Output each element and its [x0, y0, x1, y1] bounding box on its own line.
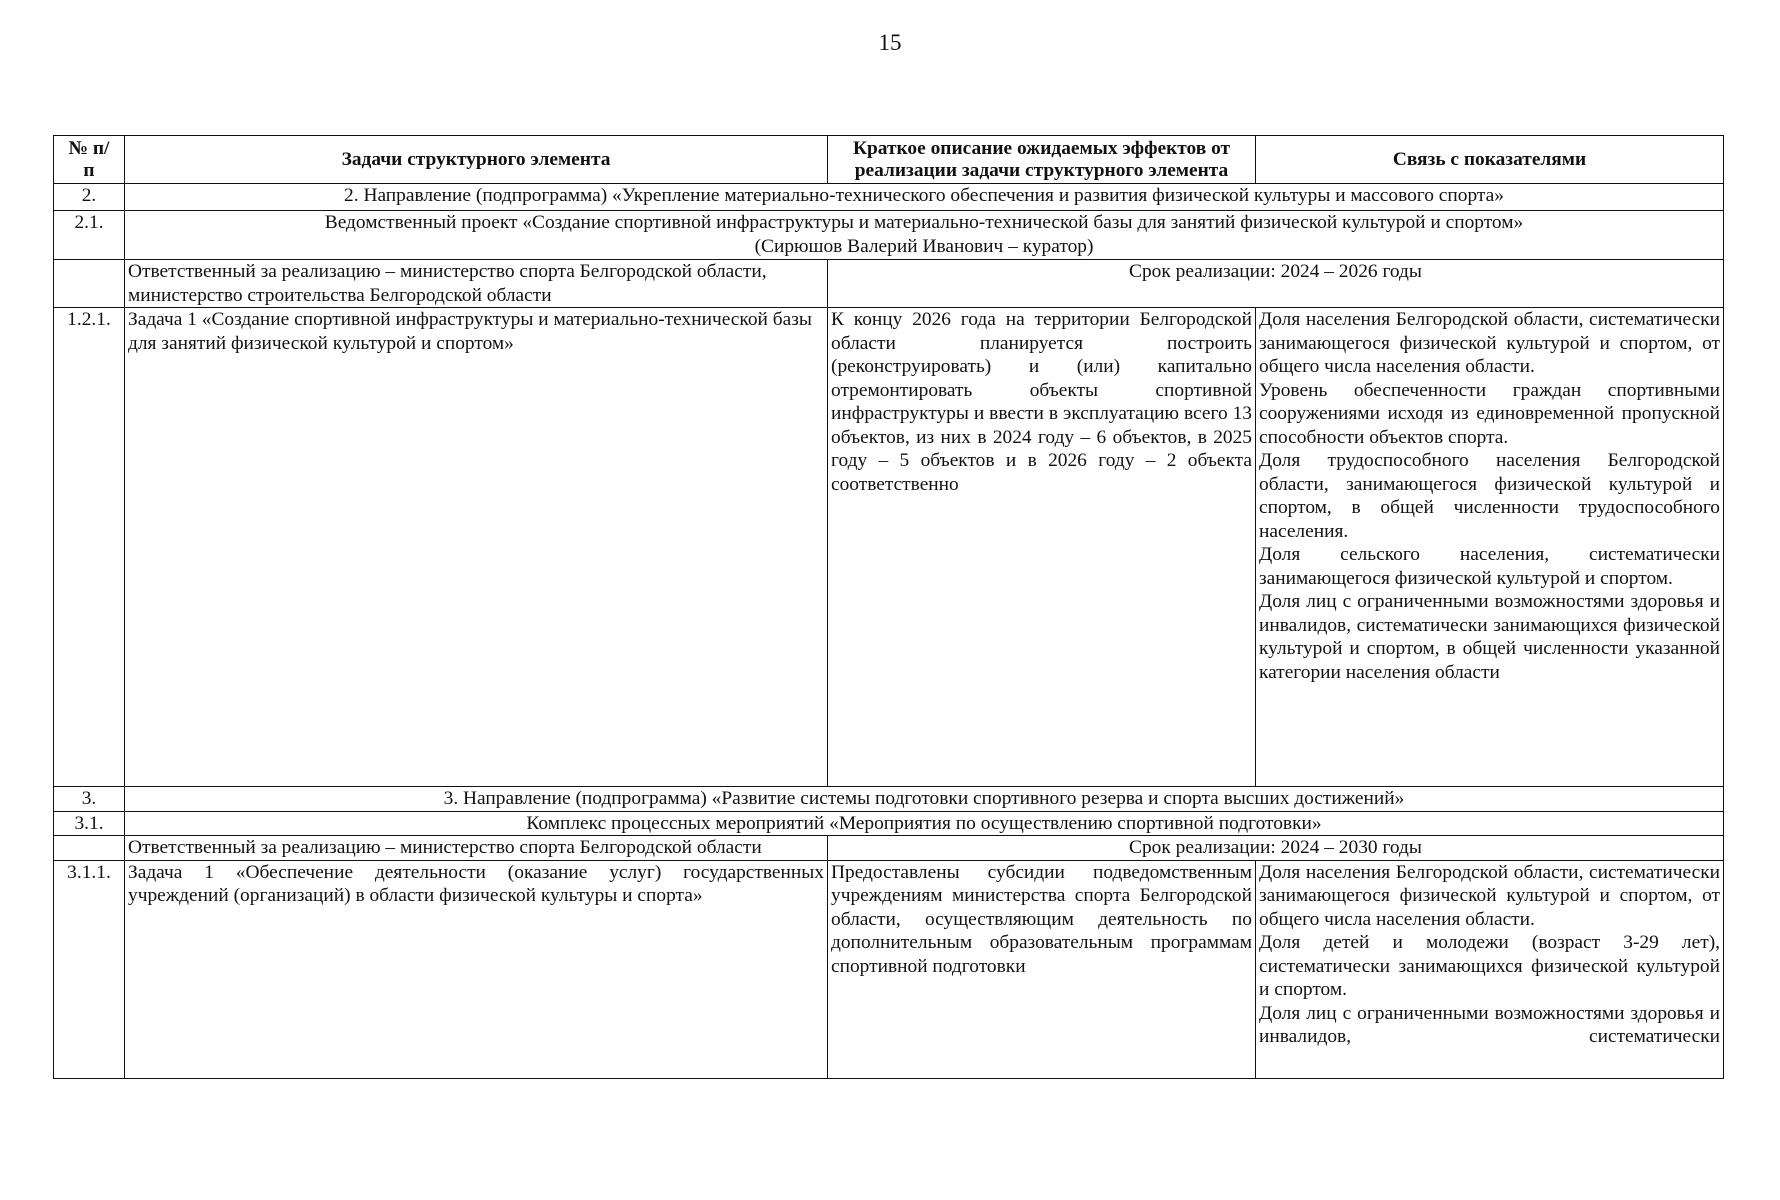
direction-2-row	[54, 184, 1724, 211]
task-3-1-1-task	[125, 860, 828, 1078]
task-3-1-1-effect-text: Предоставлены субсидии подведомственным учреждениям министерства спорта Белгородской области, осуществляющим деятельность по дополнительным образовательным программам спортивной подготовки	[831, 861, 1252, 977]
task-1-2-1-link-1: Доля населения Белгородской области, систематически занимающегося физической культурой и спортом, от общего числа населения области.	[1259, 309, 1720, 377]
complex-3-1-period: Срок реализации: 2024 – 2030 годы	[828, 836, 1724, 861]
task-1-2-1-row	[54, 308, 1724, 787]
task-1-2-1-link-5: Доля лиц с ограниченными возможностями здоровья и инвалидов, систематически занимающихся физической культурой и спортом, в общей численности указанной категории населения области	[1259, 591, 1720, 683]
task-1-2-1-num: 1.2.1.	[54, 308, 125, 787]
task-1-2-1-task: Задача 1 «Создание спортивной инфраструктуры и материально-технической базы для занятий физической культурой и спортом»	[125, 308, 828, 787]
project-2-1-period: Срок реализации: 2024 – 2026 годы	[828, 260, 1724, 308]
project-2-1-responsible: Ответственный за реализацию – министерство спорта Белгородской области, министерство строительства Белгородской области	[125, 260, 828, 308]
complex-3-1-responsible: Ответственный за реализацию – министерство спорта Белгородской области	[125, 836, 828, 861]
complex-3-1-num: 3.1.	[54, 811, 125, 836]
project-2-1-num: 2.1.	[54, 211, 125, 260]
project-2-1-title-line1: Ведомственный проект «Создание спортивной инфраструктуры и материально-технической базы для занятий физической культурой и спортом»	[324, 212, 1524, 233]
task-1-2-1-effect	[828, 308, 1256, 787]
project-2-1-row	[54, 211, 1724, 260]
structural-element-table	[53, 135, 1724, 1079]
task-3-1-1-link-3: Доля лиц с ограниченными возможностями здоровья и инвалидов, систематически	[1259, 1002, 1720, 1047]
direction-2-title: 2. Направление (подпрограмма) «Укрепление материально-технического обеспечения и развития физической культуры и массового спорта»	[125, 184, 1724, 211]
complex-3-1-row	[54, 811, 1724, 836]
task-3-1-1-effect	[828, 860, 1256, 1078]
complex-3-1-responsible-row	[54, 836, 1724, 861]
header-effects: Краткое описание ожидаемых эффектов от реализации задачи структурного элемента	[828, 136, 1256, 184]
empty-cell	[54, 836, 125, 861]
task-3-1-1-num: 3.1.1.	[54, 860, 125, 1078]
task-1-2-1-link-3: Доля трудоспособного населения Белгородской области, занимающегося физической культурой и спортом, в общей численности трудоспособного населения.	[1259, 450, 1720, 542]
task-1-2-1-link-4: Доля сельского населения, систематически занимающегося физической культурой и спортом.	[1259, 544, 1720, 589]
table-header-row	[54, 136, 1724, 184]
project-2-1-responsible-row	[54, 260, 1724, 308]
header-link: Связь с показателями	[1256, 136, 1724, 184]
task-1-2-1-effect-text: К концу 2026 года на территории Белгородской области планируется построить (реконструировать) и (или) капитально отремонтировать объекты спортивной инфраструктуры и ввести в эксплуатацию всего 13 объектов, из них в 2024 году – 6 объектов, в 2025 году – 5 объектов и в 2026 году – 2 объекта соответственно	[831, 309, 1252, 495]
task-3-1-1-link-1: Доля населения Белгородской области, систематически занимающегося физической культурой и спортом, от общего числа населения области.	[1259, 861, 1720, 930]
header-num: № п/п	[54, 136, 125, 184]
task-1-2-1-link-2: Уровень обеспеченности граждан спортивными сооружениями исходя из единовременной пропускной способности объектов спорта.	[1259, 379, 1720, 448]
header-tasks: Задачи структурного элемента	[125, 136, 828, 184]
direction-3-row	[54, 787, 1724, 812]
project-2-1-title	[125, 211, 1724, 260]
task-3-1-1-task-text: Задача 1 «Обеспечение деятельности (оказание услуг) государственных учреждений (организаций) в области физической культуры и спорта»	[128, 861, 824, 906]
task-3-1-1-links	[1256, 860, 1724, 1078]
task-3-1-1-link-2: Доля детей и молодежи (возраст 3-29 лет), систематически занимающихся физической культурой и спортом.	[1259, 932, 1720, 1000]
empty-cell	[54, 260, 125, 308]
direction-3-title: 3. Направление (подпрограмма) «Развитие системы подготовки спортивного резерва и спорта высших достижений»	[125, 787, 1724, 812]
direction-3-num: 3.	[54, 787, 125, 812]
project-2-1-curator: (Сирюшов Валерий Иванович – куратор)	[754, 235, 1094, 257]
direction-2-num: 2.	[54, 184, 125, 211]
task-3-1-1-row	[54, 860, 1724, 1078]
page-number: 15	[878, 30, 902, 55]
complex-3-1-title: Комплекс процессных мероприятий «Мероприятия по осуществлению спортивной подготовки»	[125, 811, 1724, 836]
task-1-2-1-links	[1256, 308, 1724, 787]
